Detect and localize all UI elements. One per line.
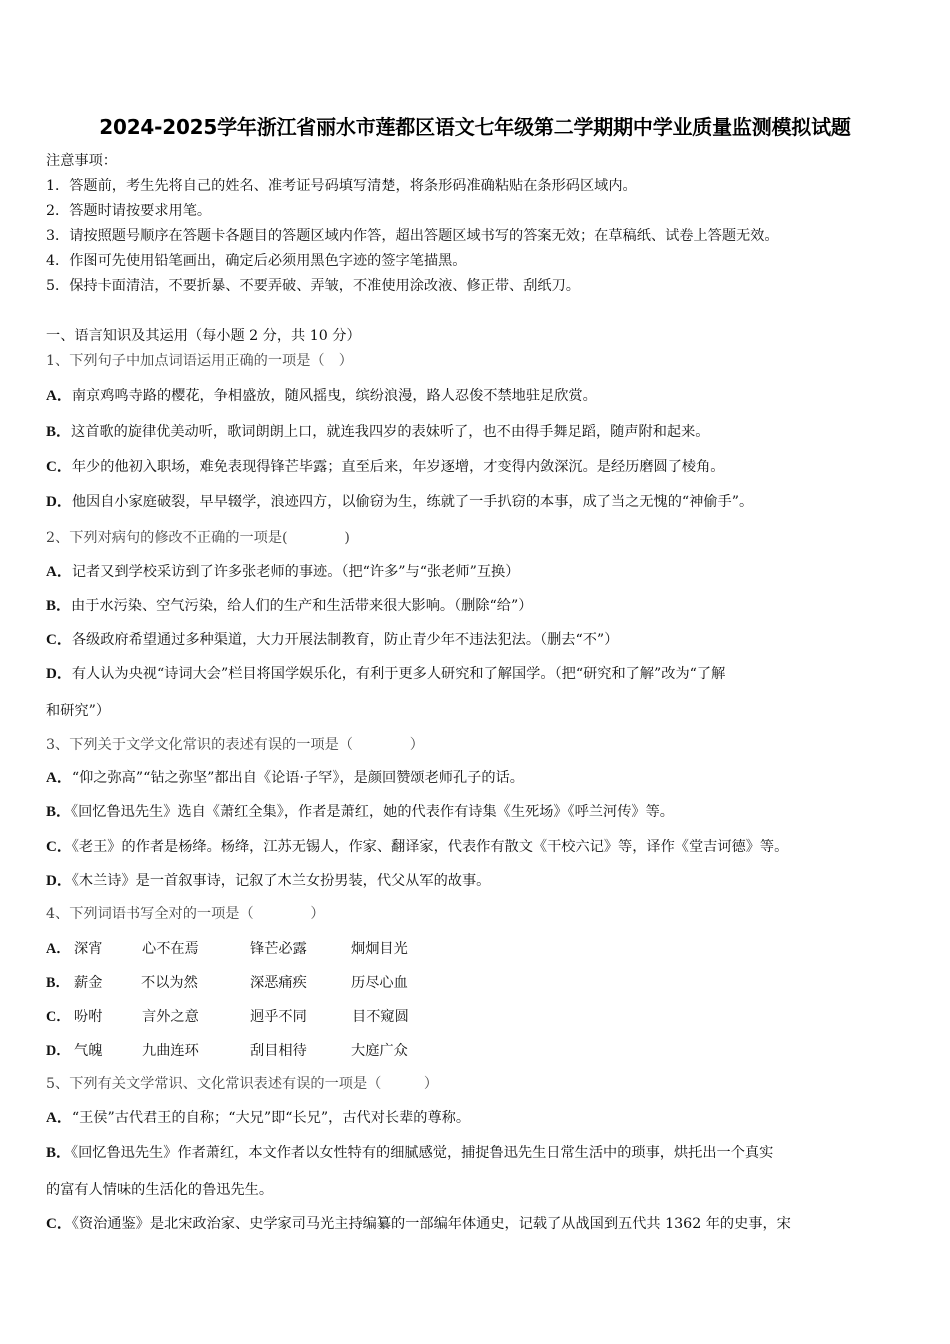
- word: 大庭广众: [351, 1043, 408, 1059]
- option-key: D．: [46, 666, 72, 682]
- option-text: 由于水污染、空气污染，给人们的生产和生活带来很大影响。（删除“给”）: [71, 598, 533, 614]
- word: 言外之意: [142, 1009, 199, 1025]
- option-text: 《回忆鲁迅先生》作者萧红，本文作者以女性特有的细腻感觉，捕捉鲁迅先生日常生活中的琐事，烘托出一个真实: [71, 1145, 774, 1161]
- option-key: C．: [46, 632, 72, 648]
- option-text: 这首歌的旋律优美动听，歌词朗朗上口，就连我四岁的表妹听了，也不由得手舞足蹈，随声附和起来。: [71, 424, 710, 440]
- option-key: D．: [46, 873, 72, 889]
- question-3-option-c: [46, 838, 788, 856]
- word: 吩咐: [74, 1009, 103, 1025]
- question-5-option-a: [46, 1109, 470, 1127]
- option-text: 《木兰诗》是一首叙事诗，记叙了木兰女扮男装，代父从军的故事。: [71, 873, 491, 889]
- question-3-option-a: [46, 769, 524, 787]
- question-2-stem: 2、下列对病句的修改不正确的一项是( ): [46, 530, 350, 546]
- question-5-stem: 5、下列有关文学常识、文化常识表述有误的一项是（ ）: [46, 1076, 439, 1092]
- notice-item-2: 2．答题时请按要求用笔。: [46, 203, 212, 219]
- option-key: B．: [46, 975, 70, 991]
- question-5-option-b: [46, 1144, 773, 1162]
- option-key: A．: [46, 564, 72, 580]
- word: 迥乎不同: [250, 1009, 307, 1025]
- question-2-option-d-continuation: 和研究”）: [46, 703, 111, 719]
- question-1-option-b: [46, 423, 709, 441]
- option-text: 年少的他初入职场，难免表现得锋芒毕露；直至后来，年岁逐增，才变得内敛深沉。是经历磨圆了棱角。: [71, 459, 725, 475]
- page-title: 2024-2025学年浙江省丽水市莲都区语文七年级第二学期期中学业质量监测模拟试题: [99, 115, 851, 139]
- option-key: C．: [46, 1216, 72, 1232]
- option-text: 《回忆鲁迅先生》选自《萧红全集》，作者是萧红，她的代表作有诗集《生死场》《呼兰河传》等。: [71, 804, 674, 820]
- notice-item-3: 3．请按照题号顺序在答题卡各题目的答题区域内作答，超出答题区域书写的答案无效；在草稿纸、试卷上答题无效。: [46, 228, 779, 244]
- question-1-option-d: [46, 493, 753, 511]
- question-2-option-c: [46, 631, 618, 649]
- question-2-option-a: [46, 563, 519, 581]
- option-key: D．: [46, 494, 72, 510]
- word: 历尽心血: [351, 975, 408, 991]
- word: 不以为然: [141, 975, 198, 991]
- word: 九曲连环: [142, 1043, 199, 1059]
- notice-item-5: 5．保持卡面清洁，不要折暴、不要弄破、弄皱，不准使用涂改液、修正带、刮纸刀。: [46, 278, 580, 294]
- word: 锋芒必露: [250, 941, 307, 957]
- question-5-option-c: [46, 1215, 791, 1233]
- word: 炯炯目光: [351, 941, 408, 957]
- option-text: “仰之弥高”“钻之弥坚”都出自《论语·子罕》，是颜回赞颂老师孔子的话。: [71, 770, 524, 786]
- word: 深恶痛疾: [250, 975, 307, 991]
- option-key: C．: [46, 839, 72, 855]
- option-key: B．: [46, 804, 72, 820]
- word: 薪金: [74, 975, 103, 991]
- option-key: C．: [46, 459, 72, 475]
- option-key: B．: [46, 1145, 72, 1161]
- option-key: A．: [46, 388, 72, 404]
- option-key: A．: [46, 941, 71, 957]
- word: 目不窥圆: [352, 1009, 409, 1025]
- option-key: C．: [46, 1009, 71, 1025]
- option-key: D．: [46, 1043, 71, 1059]
- notice-item-1: 1．答题前，考生先将自己的姓名、准考证号码填写清楚，将条形码准确粘贴在条形码区域内。: [46, 178, 637, 194]
- option-text: 他因自小家庭破裂，早早辍学，浪迹四方，以偷窃为生，练就了一手扒窃的本事，成了当之无愧的“神偷手”。: [71, 494, 754, 510]
- question-3-option-b: [46, 803, 674, 821]
- word: 气魄: [74, 1043, 103, 1059]
- option-text: 《老王》的作者是杨绛。杨绛，江苏无锡人，作家、翻译家，代表作有散文《干校六记》等，译作《堂吉诃德》等。: [71, 839, 789, 855]
- option-text: “王侯”古代君王的自称；“大兄”即“长兄”，古代对长辈的尊称。: [71, 1110, 471, 1126]
- question-1-stem: 1、下列句子中加点词语运用正确的一项是（ ）: [46, 353, 353, 369]
- option-key: B．: [46, 424, 72, 440]
- word: 心不在焉: [142, 941, 199, 957]
- option-text: 南京鸡鸣寺路的樱花，争相盛放，随风摇曳，缤纷浪漫，路人忍俊不禁地驻足欣赏。: [71, 388, 597, 404]
- word: 深宵: [74, 941, 103, 957]
- question-5-option-b-continuation: 的富有人情味的生活化的鲁迅先生。: [46, 1182, 274, 1198]
- question-2-option-b: [46, 597, 532, 615]
- word: 刮目相待: [250, 1043, 307, 1059]
- notice-heading: 注意事项：: [46, 153, 117, 169]
- question-1-option-a: [46, 387, 597, 405]
- question-4-stem: 4、下列词语书写全对的一项是（ ）: [46, 906, 325, 922]
- option-text: 有人认为央视“诗词大会”栏目将国学娱乐化，有利于更多人研究和了解国学。（把“研究和了解”改为“了解: [71, 666, 726, 682]
- question-3-option-d: [46, 872, 490, 890]
- option-key: A．: [46, 770, 72, 786]
- option-text: 《资治通鉴》是北宋政治家、史学家司马光主持编纂的一部编年体通史，记载了从战国到五代共 1362 年的史事，宋: [71, 1216, 791, 1232]
- notice-item-4: 4．作图可先使用铅笔画出，确定后必须用黑色字迹的签字笔描黑。: [46, 253, 467, 269]
- section-heading: 一、语言知识及其运用（每小题 2 分，共 10 分）: [46, 328, 361, 344]
- question-2-option-d: [46, 665, 725, 683]
- option-text: 记者又到学校采访到了许多张老师的事迹。（把“许多”与“张老师”互换）: [71, 564, 520, 580]
- question-3-stem: 3、下列关于文学文化常识的表述有误的一项是（ ）: [46, 737, 424, 753]
- option-key: B．: [46, 598, 72, 614]
- question-1-option-c: [46, 458, 724, 476]
- option-text: 各级政府希望通过多种渠道，大力开展法制教育，防止青少年不违法犯法。（删去“不”）: [71, 632, 619, 648]
- option-key: A．: [46, 1110, 72, 1126]
